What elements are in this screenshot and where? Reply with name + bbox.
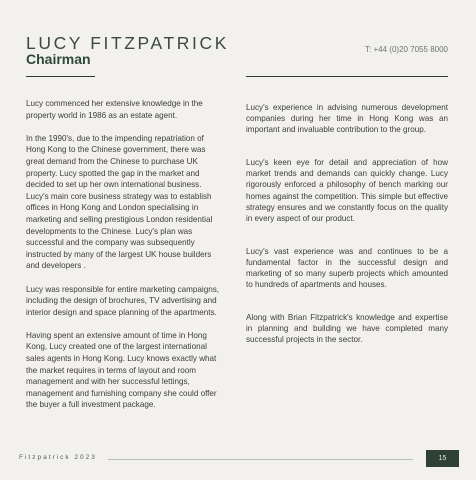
footer-brand: Fitzpatrick 2023 [19,454,97,461]
title-divider-right [246,76,448,77]
paragraph: Along with Brian Fitzpatrick's knowledge and expertise in planning and building we have completed many successful projects in the sector. [246,313,448,345]
paragraph: Lucy was responsible for entire marketing campaigns, including the design of brochures, TV advertising and interior design and space planning of the apartments. [26,284,219,317]
person-name: LUCY FITZPATRICK [26,33,230,53]
title-divider-left [26,76,95,77]
person-role: Chairman [26,51,91,67]
biography-left-column [26,98,222,423]
paragraph: Having spent an extensive amount of time in Hong Kong, Lucy created one of the largest international sales agents in Hong Kong. Lucy knows exactly what the market requires in terms of layout and room management and with her successful lettings, management and furnishing company she could offer the buyer a full investment package. [26,330,217,410]
paragraph: Lucy's vast experience was and continues to be a fundamental factor in the successful design and marketing of so many superb projects which amounted to hundreds of apartments and houses. [246,246,448,290]
phone-number: T: +44 (0)20 7055 8000 [365,45,448,54]
paragraph: Lucy's keen eye for detail and appreciation of how market trends and demands can quickly change. Lucy rigorously enforced a philosophy of bench marking our homes against the competition. This simple but effective strategy ensures and we constantly focus on the quality in every aspect of our product. [246,158,448,223]
paragraph: Lucy's experience in advising numerous development companies during her time in Hong Kong was an important and invaluable contribution to the group. [246,103,448,135]
page-number-badge: 15 [426,450,459,467]
biography-right-column [246,102,448,368]
paragraph: In the 1990's, due to the impending repatriation of Hong Kong to the Chinese government, there was great demand from the Chinese to purchase UK property. Lucy spotted the gap in the market and decided to set up her own international business. Lucy's main core business strategy was to establish offices in Hong Kong and London specialising in marketing and selling prestigious London residential developments to the Chinese. Lucy's plan was successful and the company was subsequently instructed by many of the largest UK house builders and developers . [26,133,213,271]
footer-divider [108,459,413,460]
paragraph: Lucy commenced her extensive knowledge in the property world in 1986 as an estate agent. [26,99,203,120]
